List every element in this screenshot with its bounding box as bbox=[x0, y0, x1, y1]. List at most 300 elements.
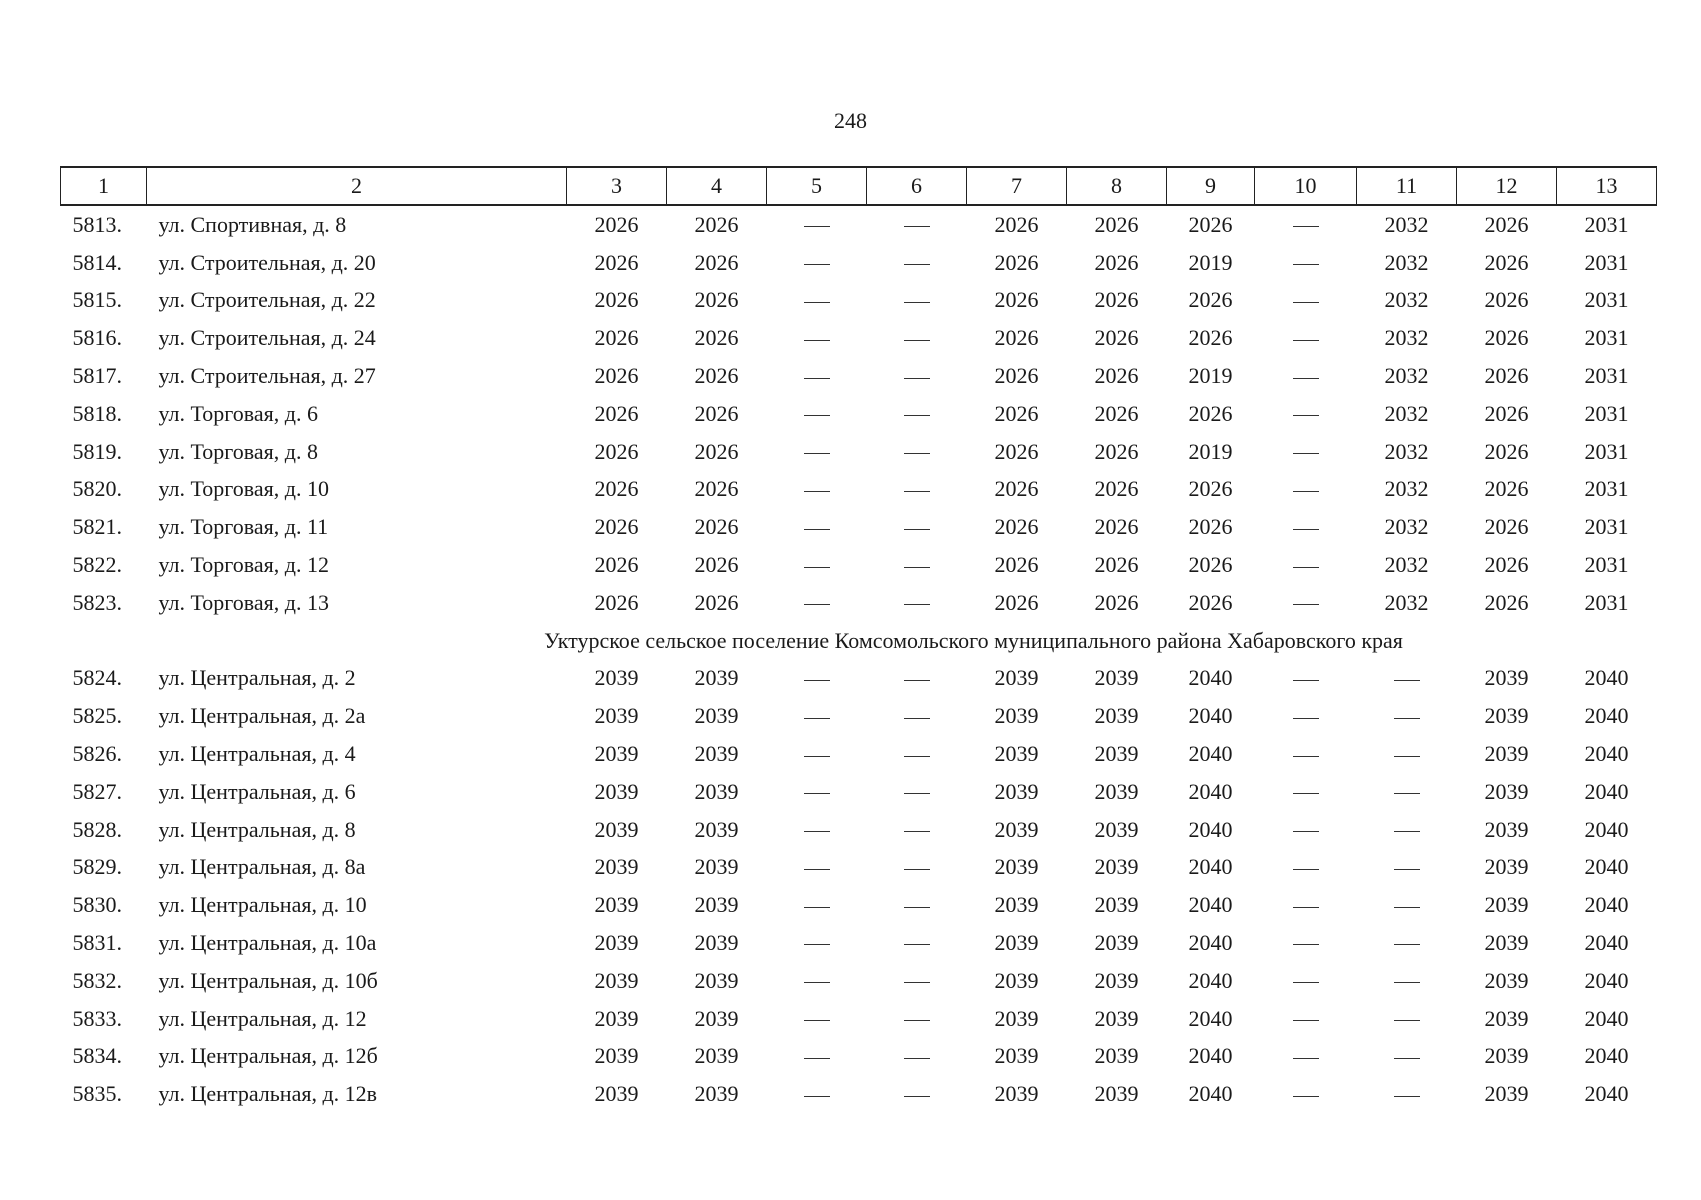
year-cell-col6 bbox=[867, 508, 967, 546]
year-cell-col13: 2031 bbox=[1584, 211, 1629, 237]
year-cell-col9: 2019 bbox=[1188, 363, 1233, 389]
year-cell-col6 bbox=[867, 319, 967, 357]
year-cell-col13: 2040 bbox=[1584, 665, 1629, 691]
year-cell-col7: 2039 bbox=[994, 854, 1039, 880]
year-cell-col4: 2026 bbox=[694, 438, 739, 464]
year-cell-col9: 2040 bbox=[1188, 778, 1233, 804]
dash-mark bbox=[1394, 1096, 1420, 1097]
year-cell-col13: 2040 bbox=[1584, 854, 1629, 880]
year-cell-col6 bbox=[867, 886, 967, 924]
year-cell-col4: 2026 bbox=[694, 363, 739, 389]
row-number: 5833. bbox=[72, 1005, 122, 1031]
year-cell-col12: 2026 bbox=[1484, 363, 1529, 389]
table-row bbox=[61, 697, 1657, 735]
row-number: 5832. bbox=[72, 967, 122, 993]
column-header-4: 4 bbox=[667, 167, 767, 205]
column-header-8: 8 bbox=[1067, 167, 1167, 205]
year-cell-col12: 2026 bbox=[1484, 211, 1529, 237]
dash-mark bbox=[904, 982, 930, 983]
table-row bbox=[61, 433, 1657, 471]
year-cell-col4: 2026 bbox=[694, 589, 739, 615]
row-number: 5826. bbox=[72, 741, 122, 767]
year-cell-col4: 2039 bbox=[694, 1043, 739, 1069]
dash-mark bbox=[804, 1058, 830, 1059]
year-cell-col7: 2026 bbox=[994, 589, 1039, 615]
year-cell-col11 bbox=[1357, 735, 1457, 773]
dash-mark bbox=[1293, 567, 1319, 568]
year-cell-col10 bbox=[1255, 1000, 1357, 1038]
year-cell-col3: 2039 bbox=[594, 892, 639, 918]
row-number: 5827. bbox=[72, 778, 122, 804]
address-cell: ул. Центральная, д. 6 bbox=[158, 778, 356, 804]
dash-mark bbox=[804, 982, 830, 983]
year-cell-col11 bbox=[1357, 924, 1457, 962]
dash-mark bbox=[1394, 907, 1420, 908]
year-cell-col9: 2040 bbox=[1188, 741, 1233, 767]
address-cell: ул. Центральная, д. 10а bbox=[158, 930, 377, 956]
year-cell-col12: 2039 bbox=[1484, 1081, 1529, 1107]
year-cell-col6 bbox=[867, 205, 967, 244]
year-cell-col3: 2039 bbox=[594, 854, 639, 880]
year-cell-col12: 2026 bbox=[1484, 287, 1529, 313]
year-cell-col5 bbox=[767, 584, 867, 622]
year-cell-col4: 2039 bbox=[694, 741, 739, 767]
year-cell-col11 bbox=[1357, 849, 1457, 887]
year-cell-col5 bbox=[767, 1000, 867, 1038]
year-cell-col10 bbox=[1255, 508, 1357, 546]
address-cell: ул. Центральная, д. 4 bbox=[158, 741, 356, 767]
year-cell-col7: 2039 bbox=[994, 741, 1039, 767]
column-header-12: 12 bbox=[1457, 167, 1557, 205]
year-cell-col5 bbox=[767, 735, 867, 773]
table-row bbox=[61, 1075, 1657, 1113]
dash-mark bbox=[804, 453, 830, 454]
year-cell-col7: 2026 bbox=[994, 438, 1039, 464]
table-row bbox=[61, 924, 1657, 962]
year-cell-col11: 2032 bbox=[1384, 400, 1429, 426]
year-cell-col7: 2026 bbox=[994, 363, 1039, 389]
year-cell-col3: 2026 bbox=[594, 325, 639, 351]
year-cell-col3: 2026 bbox=[594, 287, 639, 313]
dash-mark bbox=[904, 567, 930, 568]
year-cell-col4: 2039 bbox=[694, 778, 739, 804]
dash-mark bbox=[904, 340, 930, 341]
year-cell-col8: 2026 bbox=[1094, 363, 1139, 389]
year-cell-col4: 2039 bbox=[694, 1081, 739, 1107]
year-cell-col8: 2039 bbox=[1094, 1005, 1139, 1031]
year-cell-col9: 2026 bbox=[1188, 552, 1233, 578]
year-cell-col6 bbox=[867, 962, 967, 1000]
year-cell-col8: 2026 bbox=[1094, 249, 1139, 275]
year-cell-col4: 2039 bbox=[694, 665, 739, 691]
dash-mark bbox=[804, 567, 830, 568]
dash-mark bbox=[1293, 453, 1319, 454]
table-row bbox=[61, 886, 1657, 924]
year-cell-col13: 2040 bbox=[1584, 892, 1629, 918]
year-cell-col8: 2026 bbox=[1094, 476, 1139, 502]
table-row bbox=[61, 205, 1657, 244]
dash-mark bbox=[904, 907, 930, 908]
dash-mark bbox=[904, 415, 930, 416]
year-cell-col12: 2039 bbox=[1484, 665, 1529, 691]
year-cell-col6 bbox=[867, 433, 967, 471]
schedule-table bbox=[60, 166, 1657, 1113]
year-cell-col10 bbox=[1255, 1075, 1357, 1113]
dash-mark bbox=[804, 491, 830, 492]
year-cell-col7: 2039 bbox=[994, 665, 1039, 691]
table-row bbox=[61, 319, 1657, 357]
dash-mark bbox=[804, 302, 830, 303]
dash-mark bbox=[1293, 491, 1319, 492]
year-cell-col12: 2026 bbox=[1484, 514, 1529, 540]
year-cell-col12: 2026 bbox=[1484, 476, 1529, 502]
year-cell-col12: 2026 bbox=[1484, 589, 1529, 615]
year-cell-col12: 2039 bbox=[1484, 703, 1529, 729]
year-cell-col11: 2032 bbox=[1384, 287, 1429, 313]
year-cell-col12: 2039 bbox=[1484, 1005, 1529, 1031]
year-cell-col7: 2039 bbox=[994, 930, 1039, 956]
year-cell-col13: 2040 bbox=[1584, 930, 1629, 956]
year-cell-col6 bbox=[867, 1000, 967, 1038]
year-cell-col5 bbox=[767, 508, 867, 546]
year-cell-col9: 2040 bbox=[1188, 816, 1233, 842]
dash-mark bbox=[804, 415, 830, 416]
year-cell-col5 bbox=[767, 546, 867, 584]
year-cell-col10 bbox=[1255, 1038, 1357, 1076]
address-cell: ул. Центральная, д. 12 bbox=[158, 1005, 367, 1031]
row-number: 5820. bbox=[72, 476, 122, 502]
year-cell-col4: 2039 bbox=[694, 892, 739, 918]
dash-mark bbox=[904, 302, 930, 303]
address-cell: ул. Центральная, д. 8а bbox=[158, 854, 366, 880]
address-cell: ул. Центральная, д. 2а bbox=[158, 703, 366, 729]
year-cell-col8: 2026 bbox=[1094, 514, 1139, 540]
year-cell-col10 bbox=[1255, 697, 1357, 735]
row-number: 5835. bbox=[72, 1081, 122, 1107]
dash-mark bbox=[804, 529, 830, 530]
year-cell-col10 bbox=[1255, 395, 1357, 433]
year-cell-col6 bbox=[867, 1038, 967, 1076]
dash-mark bbox=[1293, 415, 1319, 416]
row-number: 5831. bbox=[72, 930, 122, 956]
dash-mark bbox=[1293, 302, 1319, 303]
address-cell: ул. Торговая, д. 12 bbox=[158, 552, 329, 578]
address-cell: ул. Торговая, д. 11 bbox=[158, 514, 329, 540]
year-cell-col11 bbox=[1357, 1075, 1457, 1113]
year-cell-col3: 2039 bbox=[594, 930, 639, 956]
year-cell-col7: 2039 bbox=[994, 967, 1039, 993]
year-cell-col5 bbox=[767, 811, 867, 849]
year-cell-col4: 2039 bbox=[694, 816, 739, 842]
dash-mark bbox=[1293, 756, 1319, 757]
year-cell-col13: 2031 bbox=[1584, 552, 1629, 578]
year-cell-col7: 2039 bbox=[994, 1005, 1039, 1031]
row-number: 5829. bbox=[72, 854, 122, 880]
year-cell-col6 bbox=[867, 773, 967, 811]
year-cell-col9: 2040 bbox=[1188, 703, 1233, 729]
year-cell-col12: 2039 bbox=[1484, 854, 1529, 880]
year-cell-col13: 2031 bbox=[1584, 249, 1629, 275]
year-cell-col4: 2026 bbox=[694, 476, 739, 502]
year-cell-col5 bbox=[767, 962, 867, 1000]
year-cell-col4: 2039 bbox=[694, 967, 739, 993]
year-cell-col12: 2026 bbox=[1484, 400, 1529, 426]
year-cell-col11: 2032 bbox=[1384, 476, 1429, 502]
year-cell-col6 bbox=[867, 584, 967, 622]
year-cell-col11 bbox=[1357, 811, 1457, 849]
row-number: 5819. bbox=[72, 438, 122, 464]
dash-mark bbox=[804, 1096, 830, 1097]
year-cell-col7: 2039 bbox=[994, 1043, 1039, 1069]
year-cell-col7: 2026 bbox=[994, 552, 1039, 578]
year-cell-col9: 2026 bbox=[1188, 514, 1233, 540]
address-cell: ул. Центральная, д. 12в bbox=[158, 1081, 378, 1107]
year-cell-col8: 2026 bbox=[1094, 552, 1139, 578]
column-header-3: 3 bbox=[567, 167, 667, 205]
table-row bbox=[61, 546, 1657, 584]
dash-mark bbox=[804, 907, 830, 908]
year-cell-col11: 2032 bbox=[1384, 552, 1429, 578]
table-row bbox=[61, 584, 1657, 622]
year-cell-col12: 2026 bbox=[1484, 552, 1529, 578]
column-header-2: 2 bbox=[147, 167, 567, 205]
address-cell: ул. Строительная, д. 24 bbox=[158, 325, 376, 351]
year-cell-col7: 2026 bbox=[994, 476, 1039, 502]
table-row bbox=[61, 244, 1657, 282]
year-cell-col12: 2026 bbox=[1484, 325, 1529, 351]
year-cell-col12: 2039 bbox=[1484, 1043, 1529, 1069]
dash-mark bbox=[904, 529, 930, 530]
address-cell: ул. Центральная, д. 10б bbox=[158, 967, 378, 993]
row-number: 5828. bbox=[72, 816, 122, 842]
dash-mark bbox=[1394, 1058, 1420, 1059]
dash-mark bbox=[804, 680, 830, 681]
year-cell-col4: 2026 bbox=[694, 211, 739, 237]
dash-mark bbox=[1394, 831, 1420, 832]
year-cell-col6 bbox=[867, 660, 967, 698]
year-cell-col8: 2039 bbox=[1094, 854, 1139, 880]
year-cell-col13: 2031 bbox=[1584, 589, 1629, 615]
table-body bbox=[61, 205, 1657, 1113]
year-cell-col9: 2040 bbox=[1188, 1043, 1233, 1069]
dash-mark bbox=[804, 1020, 830, 1021]
year-cell-col6 bbox=[867, 395, 967, 433]
year-cell-col7: 2026 bbox=[994, 249, 1039, 275]
section-title: Уктурское сельское поселение Комсомольского муниципального района Хабаровского края bbox=[544, 627, 1403, 653]
year-cell-col3: 2039 bbox=[594, 1005, 639, 1031]
year-cell-col7: 2026 bbox=[994, 287, 1039, 313]
dash-mark bbox=[1293, 869, 1319, 870]
header-row bbox=[61, 167, 1657, 205]
row-number: 5813. bbox=[72, 211, 122, 237]
year-cell-col13: 2031 bbox=[1584, 438, 1629, 464]
row-number: 5818. bbox=[72, 400, 122, 426]
year-cell-col9: 2040 bbox=[1188, 854, 1233, 880]
year-cell-col13: 2031 bbox=[1584, 400, 1629, 426]
year-cell-col9: 2040 bbox=[1188, 930, 1233, 956]
year-cell-col5 bbox=[767, 660, 867, 698]
year-cell-col10 bbox=[1255, 433, 1357, 471]
year-cell-col3: 2026 bbox=[594, 363, 639, 389]
address-cell: ул. Торговая, д. 13 bbox=[158, 589, 329, 615]
year-cell-col3: 2026 bbox=[594, 400, 639, 426]
year-cell-col10 bbox=[1255, 357, 1357, 395]
year-cell-col9: 2026 bbox=[1188, 287, 1233, 313]
table-row bbox=[61, 357, 1657, 395]
address-cell: ул. Центральная, д. 2 bbox=[158, 665, 356, 691]
year-cell-col8: 2039 bbox=[1094, 816, 1139, 842]
year-cell-col3: 2039 bbox=[594, 703, 639, 729]
dash-mark bbox=[1293, 831, 1319, 832]
dash-mark bbox=[904, 491, 930, 492]
dash-mark bbox=[1394, 869, 1420, 870]
dash-mark bbox=[1394, 680, 1420, 681]
dash-mark bbox=[804, 718, 830, 719]
year-cell-col7: 2026 bbox=[994, 514, 1039, 540]
year-cell-col9: 2026 bbox=[1188, 400, 1233, 426]
year-cell-col10 bbox=[1255, 319, 1357, 357]
year-cell-col6 bbox=[867, 697, 967, 735]
year-cell-col5 bbox=[767, 1038, 867, 1076]
year-cell-col12: 2039 bbox=[1484, 967, 1529, 993]
dash-mark bbox=[1293, 378, 1319, 379]
year-cell-col11: 2032 bbox=[1384, 249, 1429, 275]
dash-mark bbox=[1293, 793, 1319, 794]
year-cell-col9: 2026 bbox=[1188, 476, 1233, 502]
table-row bbox=[61, 735, 1657, 773]
year-cell-col12: 2039 bbox=[1484, 816, 1529, 842]
dash-mark bbox=[1293, 1058, 1319, 1059]
year-cell-col5 bbox=[767, 319, 867, 357]
year-cell-col7: 2039 bbox=[994, 816, 1039, 842]
year-cell-col6 bbox=[867, 811, 967, 849]
row-number: 5821. bbox=[72, 514, 122, 540]
address-cell: ул. Спортивная, д. 8 bbox=[158, 211, 347, 237]
year-cell-col13: 2040 bbox=[1584, 778, 1629, 804]
year-cell-col8: 2026 bbox=[1094, 400, 1139, 426]
section-heading-row bbox=[61, 622, 1657, 660]
year-cell-col6 bbox=[867, 924, 967, 962]
dash-mark bbox=[804, 756, 830, 757]
year-cell-col11: 2032 bbox=[1384, 589, 1429, 615]
year-cell-col8: 2026 bbox=[1094, 211, 1139, 237]
dash-mark bbox=[1394, 982, 1420, 983]
year-cell-col8: 2039 bbox=[1094, 967, 1139, 993]
column-header-5: 5 bbox=[767, 167, 867, 205]
year-cell-col7: 2026 bbox=[994, 400, 1039, 426]
year-cell-col8: 2026 bbox=[1094, 287, 1139, 313]
row-number: 5816. bbox=[72, 325, 122, 351]
year-cell-col11 bbox=[1357, 962, 1457, 1000]
year-cell-col10 bbox=[1255, 660, 1357, 698]
year-cell-col13: 2031 bbox=[1584, 363, 1629, 389]
dash-mark bbox=[1293, 340, 1319, 341]
year-cell-col5 bbox=[767, 205, 867, 244]
year-cell-col5 bbox=[767, 244, 867, 282]
dash-mark bbox=[1293, 264, 1319, 265]
year-cell-col10 bbox=[1255, 849, 1357, 887]
dash-mark bbox=[1293, 1096, 1319, 1097]
year-cell-col10 bbox=[1255, 773, 1357, 811]
year-cell-col12: 2039 bbox=[1484, 930, 1529, 956]
year-cell-col4: 2026 bbox=[694, 552, 739, 578]
year-cell-col9: 2040 bbox=[1188, 967, 1233, 993]
column-header-6: 6 bbox=[867, 167, 967, 205]
table-row bbox=[61, 660, 1657, 698]
year-cell-col4: 2026 bbox=[694, 249, 739, 275]
year-cell-col11 bbox=[1357, 1000, 1457, 1038]
row-number: 5823. bbox=[72, 589, 122, 615]
year-cell-col8: 2039 bbox=[1094, 930, 1139, 956]
dash-mark bbox=[904, 378, 930, 379]
dash-mark bbox=[904, 944, 930, 945]
year-cell-col8: 2039 bbox=[1094, 665, 1139, 691]
year-cell-col10 bbox=[1255, 471, 1357, 509]
year-cell-col6 bbox=[867, 546, 967, 584]
year-cell-col8: 2026 bbox=[1094, 438, 1139, 464]
row-number: 5822. bbox=[72, 552, 122, 578]
year-cell-col8: 2039 bbox=[1094, 778, 1139, 804]
dash-mark bbox=[904, 1058, 930, 1059]
year-cell-col7: 2026 bbox=[994, 325, 1039, 351]
table-row bbox=[61, 773, 1657, 811]
address-cell: ул. Центральная, д. 12б bbox=[158, 1043, 378, 1069]
table-header bbox=[61, 167, 1657, 205]
year-cell-col9: 2040 bbox=[1188, 1081, 1233, 1107]
year-cell-col11 bbox=[1357, 886, 1457, 924]
year-cell-col13: 2031 bbox=[1584, 514, 1629, 540]
year-cell-col10 bbox=[1255, 811, 1357, 849]
year-cell-col4: 2039 bbox=[694, 930, 739, 956]
year-cell-col5 bbox=[767, 849, 867, 887]
dash-mark bbox=[904, 226, 930, 227]
column-header-10: 10 bbox=[1255, 167, 1357, 205]
page-number: 248 bbox=[834, 108, 867, 133]
row-number: 5825. bbox=[72, 703, 122, 729]
year-cell-col3: 2026 bbox=[594, 514, 639, 540]
row-number: 5815. bbox=[72, 287, 122, 313]
dash-mark bbox=[904, 680, 930, 681]
dash-mark bbox=[804, 604, 830, 605]
year-cell-col10 bbox=[1255, 584, 1357, 622]
year-cell-col5 bbox=[767, 697, 867, 735]
row-number: 5824. bbox=[72, 665, 122, 691]
year-cell-col6 bbox=[867, 471, 967, 509]
dash-mark bbox=[904, 1020, 930, 1021]
year-cell-col4: 2026 bbox=[694, 514, 739, 540]
year-cell-col5 bbox=[767, 433, 867, 471]
year-cell-col8: 2039 bbox=[1094, 892, 1139, 918]
year-cell-col5 bbox=[767, 773, 867, 811]
year-cell-col9: 2026 bbox=[1188, 211, 1233, 237]
year-cell-col6 bbox=[867, 849, 967, 887]
year-cell-col11 bbox=[1357, 1038, 1457, 1076]
dash-mark bbox=[904, 831, 930, 832]
year-cell-col9: 2040 bbox=[1188, 892, 1233, 918]
year-cell-col12: 2039 bbox=[1484, 741, 1529, 767]
year-cell-col11: 2032 bbox=[1384, 211, 1429, 237]
year-cell-col7: 2039 bbox=[994, 703, 1039, 729]
dash-mark bbox=[804, 264, 830, 265]
table-row bbox=[61, 1000, 1657, 1038]
year-cell-col11: 2032 bbox=[1384, 325, 1429, 351]
year-cell-col3: 2026 bbox=[594, 211, 639, 237]
table-row bbox=[61, 962, 1657, 1000]
year-cell-col11 bbox=[1357, 773, 1457, 811]
year-cell-col6 bbox=[867, 357, 967, 395]
year-cell-col3: 2039 bbox=[594, 1081, 639, 1107]
year-cell-col8: 2026 bbox=[1094, 325, 1139, 351]
